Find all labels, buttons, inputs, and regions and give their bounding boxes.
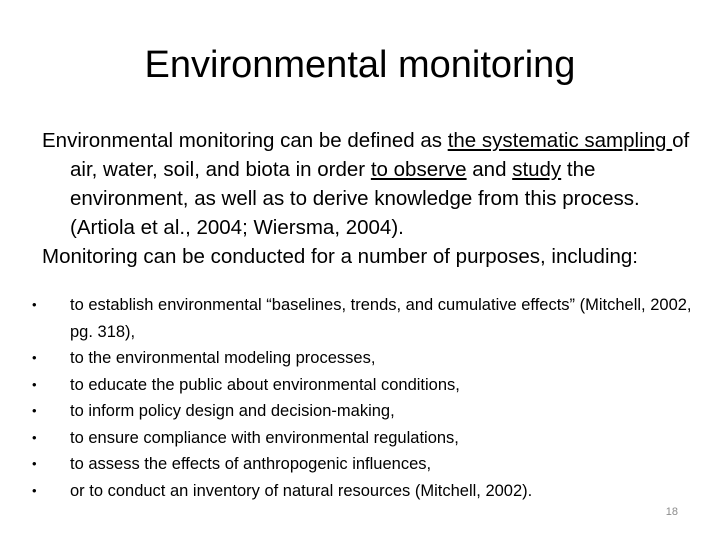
definition-underline-study: study (512, 158, 562, 181)
page-number: 18 (665, 506, 678, 518)
definition-paragraph (42, 126, 702, 242)
definition-text-d: the environment, as well as to derive knowledge from this process. (Artiola et al., 2004; Wiersma, 2004). (70, 158, 640, 239)
list-item-text: or to conduct an inventory of natural resources (Mitchell, 2002). (70, 481, 533, 500)
slide-body (42, 126, 702, 271)
definition-underline-systematic-sampling: the systematic sampling (447, 129, 673, 152)
list-item (32, 345, 692, 372)
bullet-icon: • (32, 376, 37, 392)
definition-text-c: and (466, 158, 513, 181)
list-item (32, 478, 692, 505)
purposes-intro: Monitoring can be conducted for a number of purposes, including: (42, 245, 639, 268)
list-item-text: to ensure compliance with environmental regulations, (70, 428, 459, 447)
definition-underline-observe: to observe (370, 158, 467, 181)
list-item-text: to educate the public about environmental conditions, (70, 375, 460, 394)
list-item (32, 372, 692, 399)
list-item-text: to the environmental modeling processes, (70, 349, 376, 367)
list-item-text: to inform policy design and decision-making, (70, 402, 395, 420)
definition-text-a: Environmental monitoring can be defined as (42, 129, 448, 152)
list-item-text: to assess the effects of anthropogenic influences, (70, 455, 432, 473)
bullet-icon: • (32, 350, 37, 365)
bullet-icon: • (32, 297, 37, 312)
list-item (32, 292, 692, 345)
bullet-icon: • (32, 456, 37, 471)
definition-text-b: of air, water, soil, and biota in order (70, 129, 690, 181)
slide-title: Environmental monitoring (144, 44, 576, 86)
purposes-list (32, 292, 692, 504)
list-item (32, 451, 692, 478)
list-item (32, 398, 692, 425)
bullet-icon: • (32, 429, 37, 445)
bullet-icon: • (32, 403, 37, 418)
bullet-icon: • (32, 482, 37, 498)
list-item (32, 425, 692, 452)
list-item-text: to establish environmental “baselines, trends, and cumulative effects” (Mitchell, 2002, pg. 318), (70, 296, 692, 341)
